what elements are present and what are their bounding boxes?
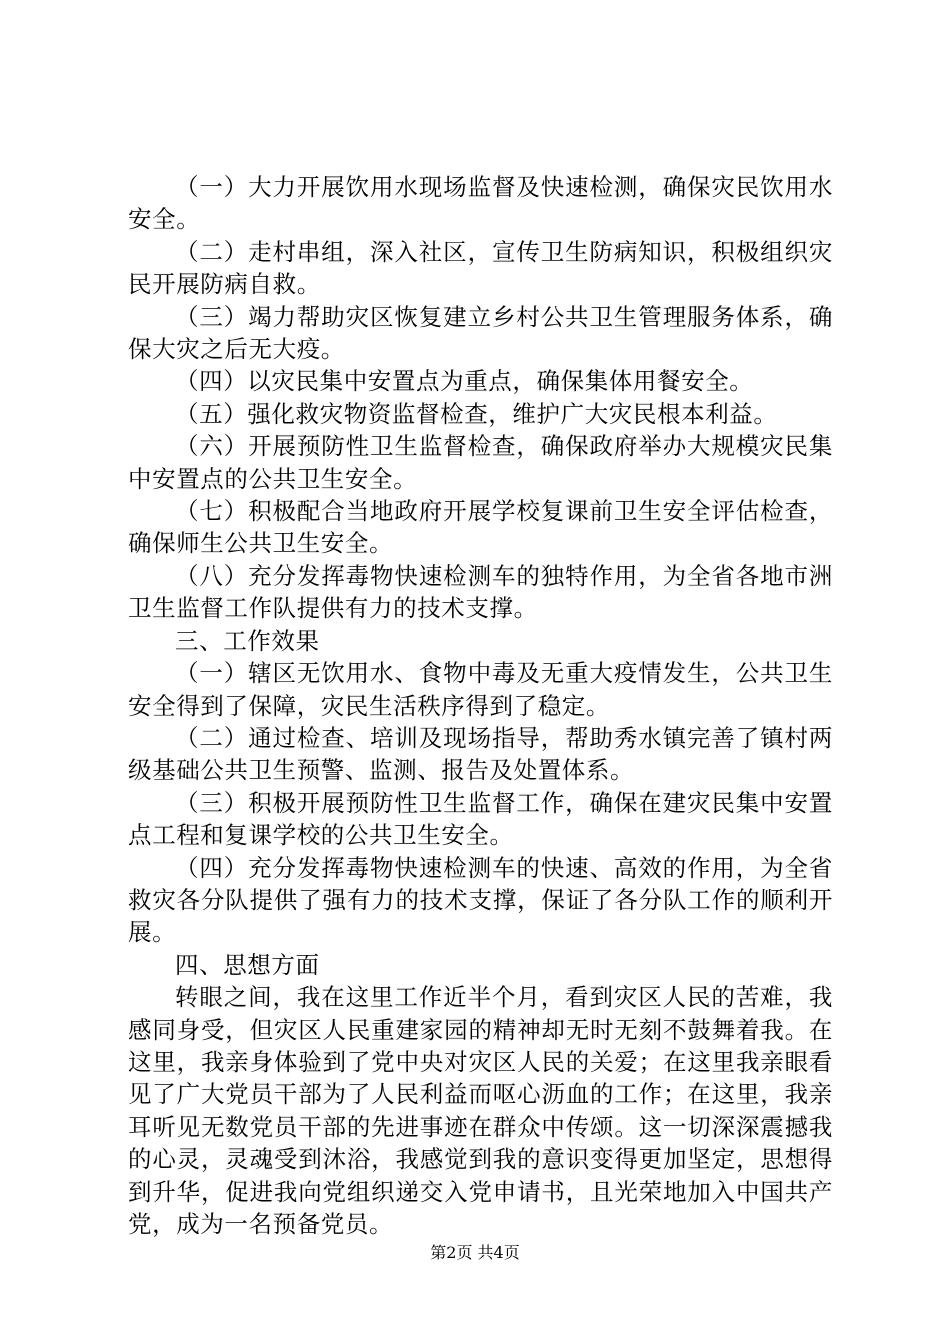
list-item: （八）充分发挥毒物快速检测车的独特作用，为全省各地市洲卫生监督工作队提供有力的技术支撑。: [128, 561, 833, 623]
section-heading-results: 三、工作效果: [175, 626, 320, 655]
list-item: （二）通过检查、培训及现场指导，帮助秀水镇完善了镇村两级基础公共卫生预警、监测、报告及处置体系。: [128, 723, 833, 785]
list-item: （六）开展预防性卫生监督检查，确保政府举办大规模灾民集中安置点的公共卫生安全。: [128, 432, 833, 493]
section-heading-thoughts: 四、思想方面: [175, 950, 320, 979]
list-item: （三）竭力帮助灾区恢复建立乡村公共卫生管理服务体系，确保大灾之后无大疫。: [128, 302, 833, 364]
page-number-footer: 第2页 共4页: [430, 1243, 520, 1262]
list-item: （五）强化救灾物资监督检查，维护广大灾民根本利益。: [175, 399, 778, 428]
list-item: （二）走村串组，深入社区，宣传卫生防病知识，积极组织灾民开展防病自救。: [128, 237, 833, 299]
list-item: （四）以灾民集中安置点为重点，确保集体用餐安全。: [175, 367, 754, 396]
body-paragraph: 转眼之间，我在这里工作近半个月，看到灾区人民的苦难，我感同身受，但灾区人民重建家园的精神却无时无刻不鼓舞着我。在这里，我亲身体验到了党中央对灾区人民的关爱；在这里我亲眼看见了广大党员干部为了人民利益而呕心沥血的工作；在这里，我亲耳听见无数党员干部的先进事迹在群众中传颂。这一切深深震撼我的心灵，灵魂受到沐浴，我感觉到我的意识变得更加坚定，思想得到升华，促进我向党组织递交入党申请书，且光荣地加入中国共产党，成为一名预备党员。: [128, 983, 833, 1238]
list-item: （四）充分发挥毒物快速检测车的快速、高效的作用，为全省救灾各分队提供了强有力的技术支撑，保证了各分队工作的顺利开展。: [128, 853, 833, 947]
list-item: （三）积极开展预防性卫生监督工作，确保在建灾民集中安置点工程和复课学校的公共卫生安全。: [128, 788, 833, 850]
list-item: （一）辖区无饮用水、食物中毒及无重大疫情发生，公共卫生安全得到了保障，灾民生活秩序得到了稳定。: [128, 659, 833, 720]
document-body: [128, 171, 833, 1240]
list-item: （七）积极配合当地政府开展学校复课前卫生安全评估检查，确保师生公共卫生安全。: [128, 497, 833, 558]
list-item: （一）大力开展饮用水现场监督及快速检测，确保灾民饮用水安全。: [128, 173, 833, 234]
